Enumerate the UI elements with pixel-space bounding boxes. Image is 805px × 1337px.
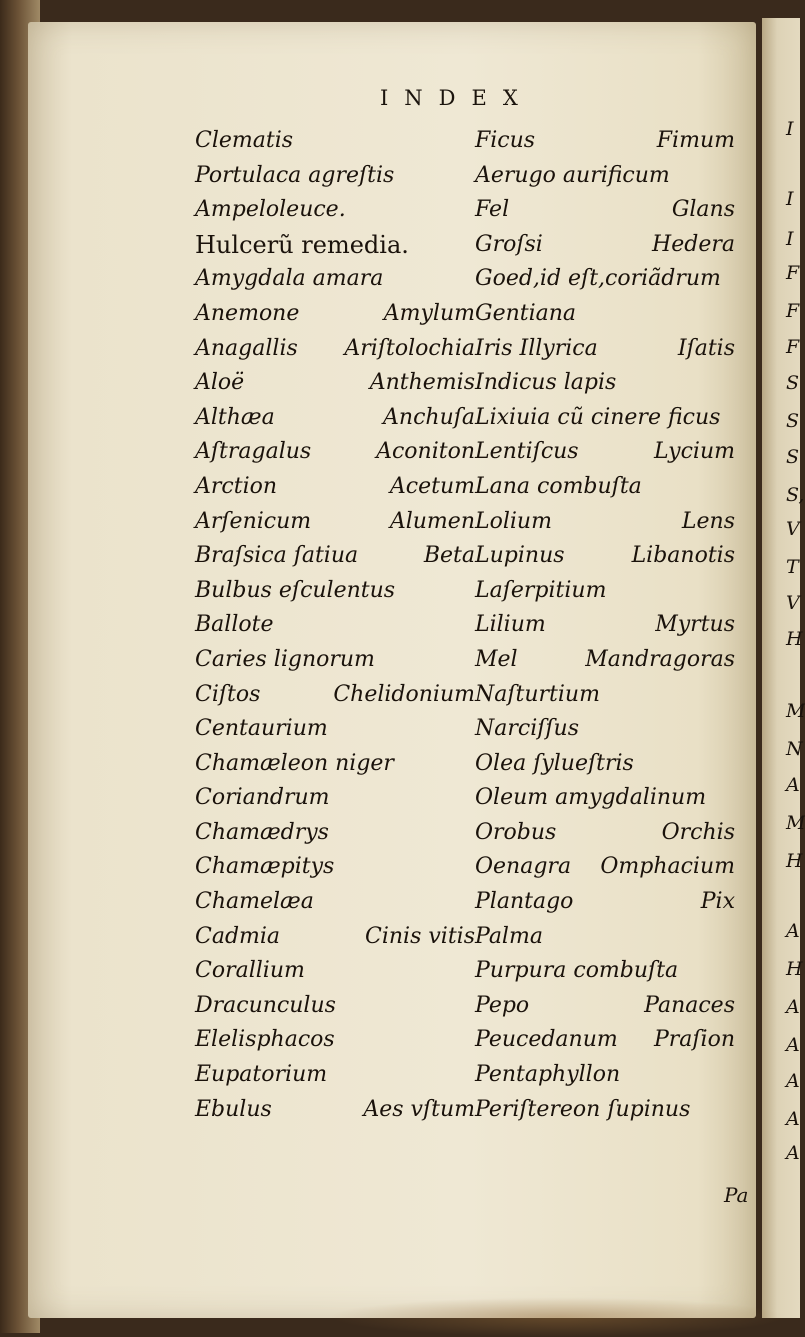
index-term: Narciſſus (475, 716, 579, 742)
index-term: Ciſtos (195, 681, 261, 707)
index-term: Elelisphacos (195, 1027, 335, 1053)
index-term-secondary: Aconiton (376, 439, 475, 465)
facing-page-letter: N (786, 738, 803, 760)
index-entry (475, 401, 735, 436)
index-entry (195, 608, 475, 643)
index-entry (195, 920, 475, 955)
facing-page-letter: F (786, 262, 800, 284)
index-term: Chamæpitys (195, 854, 335, 880)
facing-page-letter: V (786, 592, 800, 614)
index-term: Hulcerũ remedia. (195, 230, 409, 259)
index-entry (195, 1023, 475, 1058)
facing-page-letter: M (786, 700, 805, 722)
index-term: Clematis (195, 128, 294, 153)
index-term: Lilium (475, 612, 546, 638)
facing-page-letter: A (786, 1034, 800, 1056)
index-term: Braſsica ſatiua (195, 543, 359, 569)
index-entry (195, 297, 475, 332)
index-entry (195, 539, 475, 574)
index-term: Ampeloleuce. (195, 197, 346, 223)
index-term: Mel (475, 646, 518, 672)
index-term-secondary: Cinis vitis (365, 923, 475, 949)
index-term: Eupatorium (195, 1062, 328, 1088)
index-term-secondary: Mandragoras (585, 646, 735, 672)
index-entry (475, 747, 735, 782)
index-entry (475, 435, 735, 470)
index-term: Caries lignorum (195, 646, 375, 672)
index-entry (475, 608, 735, 643)
facing-page-letter: S (786, 372, 800, 394)
index-right-column (475, 124, 735, 1127)
index-term: Pepo (475, 992, 530, 1018)
index-term: Cadmia (195, 923, 281, 949)
index-entry (475, 989, 735, 1024)
facing-page-letter: S (786, 410, 800, 432)
index-term: Arſenicum (195, 508, 312, 534)
index-term: Orobus (475, 819, 557, 845)
index-term: Bulbus eſculentus (195, 577, 396, 603)
index-entry (475, 505, 735, 540)
index-term: Aerugo aurificum (475, 162, 670, 188)
index-entry (195, 1093, 475, 1128)
index-entry (195, 332, 475, 367)
index-term-secondary: Aes vſtum (363, 1096, 475, 1122)
index-term: Portulaca agreſtis (195, 162, 395, 188)
index-term: Gentiana (475, 300, 577, 326)
index-term: Dracunculus (195, 992, 336, 1018)
index-entry (195, 850, 475, 885)
index-entry (475, 954, 735, 989)
index-term: Oleum amygdalinum (475, 785, 707, 811)
index-entry (475, 850, 735, 885)
index-entry (195, 401, 475, 436)
index-term: Groſsi (475, 231, 543, 257)
index-entry (195, 781, 475, 816)
index-entry (195, 228, 475, 263)
index-entry (475, 712, 735, 747)
facing-page-letter: A (786, 774, 800, 796)
index-term: Aloë (195, 370, 245, 396)
index-entry (195, 1058, 475, 1093)
facing-page-letter: A (786, 1070, 800, 1092)
index-term-secondary: Libanotis (631, 543, 735, 569)
index-term: Amygdala amara (195, 266, 384, 292)
index-term: Fel (475, 197, 510, 223)
index-term: Plantago (475, 889, 574, 915)
index-term: Chamæleon niger (195, 750, 394, 776)
index-term: Lentiſcus (475, 439, 579, 465)
catchword: Pa (724, 1183, 749, 1207)
index-entry (195, 124, 475, 159)
index-entry (475, 1058, 735, 1093)
page-stain (328, 1297, 788, 1337)
index-entry (475, 297, 735, 332)
index-term-secondary: Lens (681, 508, 735, 534)
index-entry (475, 539, 735, 574)
index-entry (195, 193, 475, 228)
index-term: Palma (475, 923, 543, 949)
index-term-secondary: Beta (423, 543, 475, 569)
index-term: Iris Illyrica (475, 335, 598, 361)
index-entry (475, 124, 735, 159)
index-term-secondary: Anthemis (369, 370, 475, 396)
index-term: Anemone (195, 300, 300, 326)
index-entry (195, 643, 475, 678)
index-entry (475, 1093, 735, 1128)
index-term: Pentaphyllon (475, 1062, 621, 1088)
index-term: Chamædrys (195, 819, 329, 845)
index-entry (195, 954, 475, 989)
facing-page-letter: F (786, 336, 800, 358)
index-term: Lana combuſta (475, 473, 642, 499)
index-term: Chamelæa (195, 889, 314, 915)
index-entry (475, 159, 735, 194)
index-entry (195, 574, 475, 609)
index-term-secondary: Orchis (661, 819, 735, 845)
index-entry (195, 712, 475, 747)
index-term-secondary: Omphacium (600, 854, 735, 880)
facing-page-letter: F (786, 300, 800, 322)
index-term-secondary: Hedera (652, 231, 735, 257)
index-entry (475, 643, 735, 678)
index-term-secondary: Ariſtolochia (344, 335, 475, 361)
index-entry (475, 816, 735, 851)
index-entry (475, 1023, 735, 1058)
index-left-column (195, 124, 475, 1127)
facing-page-letter: H (786, 628, 803, 650)
index-term-secondary: Lycium (653, 439, 735, 465)
index-term: Althæa (195, 404, 275, 430)
index-term: Coriandrum (195, 785, 330, 811)
index-entry (195, 885, 475, 920)
index-entry (475, 366, 735, 401)
index-term-secondary: Myrtus (655, 612, 735, 638)
index-entry (475, 470, 735, 505)
index-entry (475, 193, 735, 228)
index-term: Ballote (195, 612, 274, 638)
facing-page-letter: V (786, 518, 800, 540)
index-term: Indicus lapis (475, 370, 617, 396)
facing-page-letter: A (786, 920, 800, 942)
index-term: Peucedanum (475, 1027, 618, 1053)
index-term: Laſerpitium (475, 577, 607, 603)
index-entry (195, 505, 475, 540)
facing-page-letter: S, (786, 484, 805, 506)
index-entry (475, 920, 735, 955)
facing-page-letter: I (786, 228, 794, 250)
index-entry (475, 678, 735, 713)
index-term-secondary: Praſion (653, 1027, 735, 1053)
index-entry (195, 159, 475, 194)
index-term: Naſturtium (475, 681, 600, 707)
index-term: Goed,id eſt,coriãdrum (475, 266, 721, 292)
index-term-secondary: Acetum (389, 473, 475, 499)
index-entry (475, 228, 735, 263)
index-term-secondary: Amylum (383, 300, 475, 326)
index-term-secondary: Iſatis (677, 335, 735, 361)
index-entry (475, 574, 735, 609)
index-term: Arction (195, 473, 278, 499)
index-term: Lupinus (475, 543, 565, 569)
facing-page-letter: A (786, 1142, 800, 1164)
index-entry (195, 435, 475, 470)
facing-page-letter: I (786, 188, 794, 210)
facing-page-letter: T (786, 556, 799, 578)
index-entry (195, 262, 475, 297)
index-term-secondary: Chelidonium (333, 681, 475, 707)
index-term-secondary: Glans (671, 197, 735, 223)
index-term: Purpura combuſta (475, 958, 679, 984)
index-term-secondary: Panaces (644, 992, 735, 1018)
index-entry (475, 332, 735, 367)
page-header: INDEX (380, 86, 534, 110)
index-entry (195, 366, 475, 401)
index-term: Anagallis (195, 335, 298, 361)
index-term-secondary: Pix (700, 889, 735, 915)
index-entry (195, 678, 475, 713)
index-term: Periſtereon ſupinus (475, 1096, 691, 1122)
index-term: Lixiuia cũ cinere ficus (475, 404, 721, 430)
index-entry (195, 470, 475, 505)
index-term: Ebulus (195, 1096, 272, 1122)
facing-page-letter: A (786, 996, 800, 1018)
index-entry (195, 747, 475, 782)
index-entry (475, 781, 735, 816)
facing-page-letter: M (786, 812, 805, 834)
index-term: Lolium (475, 508, 552, 534)
facing-page-letter: I (786, 118, 794, 140)
index-term: Olea ſylueſtris (475, 750, 634, 776)
facing-page-letter: H (786, 958, 803, 980)
index-term: Centaurium (195, 716, 328, 742)
index-term: Ficus (475, 128, 536, 153)
index-entry (195, 816, 475, 851)
facing-page-letter: H (786, 850, 803, 872)
facing-page-letter: A (786, 1108, 800, 1130)
index-term-secondary: Anchuſa (383, 404, 475, 430)
index-entry (475, 885, 735, 920)
index-entry (195, 989, 475, 1024)
facing-page-letter: S (786, 446, 800, 468)
index-term: Oenagra (475, 854, 572, 880)
index-term-secondary: Alumen (389, 508, 475, 534)
index-term: Corallium (195, 958, 305, 984)
index-term-secondary: Fimum (656, 128, 735, 153)
index-entry (475, 262, 735, 297)
index-term: Aſtragalus (195, 439, 312, 465)
